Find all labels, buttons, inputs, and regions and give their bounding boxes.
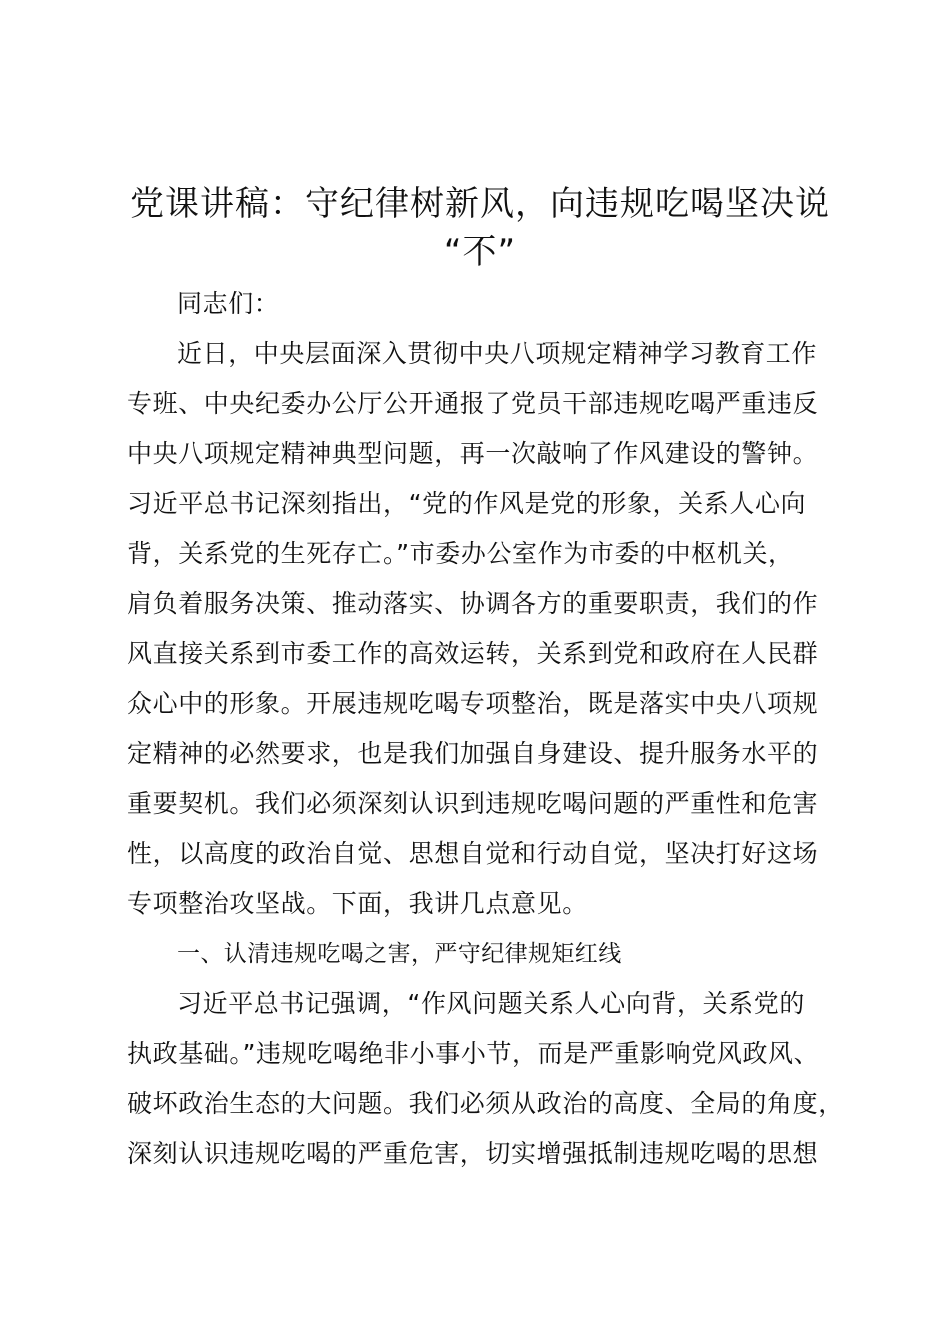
paragraph-line: 中央八项规定精神典型问题，再一次敲响了作风建设的警钟。 — [127, 439, 819, 468]
paragraph-line: 众心中的形象。开展违规吃喝专项整治，既是落实中央八项规 — [127, 689, 819, 718]
paragraph-line: 重要契机。我们必须深刻认识到违规吃喝问题的严重性和危害 — [127, 789, 819, 818]
salutation: 同志们： — [177, 289, 280, 318]
paragraph-line: 肩负着服务决策、推动落实、协调各方的重要职责，我们的作 — [127, 589, 819, 618]
paragraph-line: 性，以高度的政治自觉、思想自觉和行动自觉，坚决打好这场 — [127, 839, 819, 868]
paragraph-line: 执政基础。”违规吃喝绝非小事小节，而是严重影响党风政风、 — [127, 1039, 820, 1068]
paragraph-line: 专项整治攻坚战。下面，我讲几点意见。 — [127, 889, 588, 918]
title-line-1: 党课讲稿：守纪律树新风，向违规吃喝坚决说 — [130, 184, 830, 224]
paragraph-line: 习近平总书记强调，“作风问题关系人心向背，关系党的 — [177, 989, 805, 1018]
paragraph-line: 习近平总书记深刻指出，“党的作风是党的形象，关系人心向 — [127, 489, 807, 518]
document-title — [120, 180, 840, 276]
paragraph-line: 深刻认识违规吃喝的严重危害，切实增强抵制违规吃喝的思想 — [127, 1139, 819, 1168]
title-line-2: “不” — [443, 232, 517, 272]
paragraph-line: 专班、中央纪委办公厅公开通报了党员干部违规吃喝严重违反 — [127, 389, 819, 418]
paragraph-line: 背，关系党的生死存亡。”市委办公室作为市委的中枢机关， — [127, 539, 794, 568]
paragraph-line: 定精神的必然要求，也是我们加强自身建设、提升服务水平的 — [127, 739, 819, 768]
paragraph-line: 风直接关系到市委工作的高效运转，关系到党和政府在人民群 — [127, 639, 819, 668]
section-heading: 一、认清违规吃喝之害，严守纪律规矩红线 — [177, 941, 622, 967]
paragraph-line: 近日，中央层面深入贯彻中央八项规定精神学习教育工作 — [177, 339, 818, 368]
paragraph-line: 破坏政治生态的大问题。我们必须从政治的高度、全局的角度， — [127, 1089, 844, 1118]
